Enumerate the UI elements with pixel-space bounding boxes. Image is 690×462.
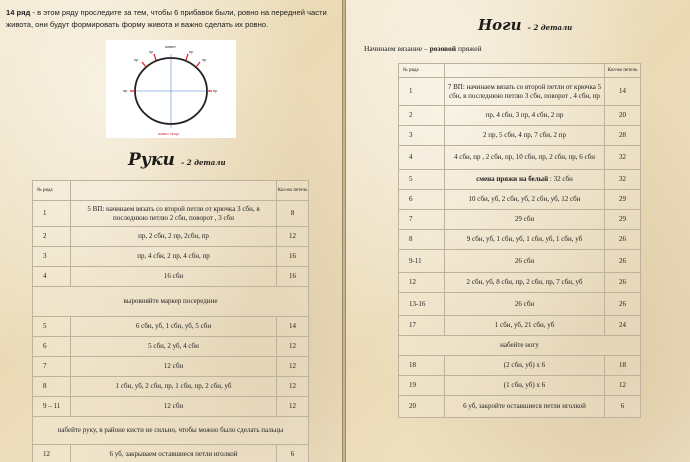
intro-paragraph: [6, 7, 336, 31]
table-row: [33, 337, 309, 357]
table-row: [399, 336, 641, 356]
diagram-label: пр: [202, 57, 207, 62]
row-stitch-count: 26: [605, 293, 641, 316]
table-row: [399, 230, 641, 250]
table-row: [399, 146, 641, 170]
intro-text: - в этом ряду проследите за тем, чтобы 6 прибавок были, ровно на передней части живота, они будут формировать форму живота и важно сделать их ровно.: [6, 8, 327, 29]
header-row-number: № ряда: [33, 181, 71, 201]
diagram-label: пр: [123, 88, 128, 93]
row-instruction: 4 сбн, пр , 2 сбн, пр, 10 сбн, пр, 2 сбн, пр, 6 сбн: [445, 146, 605, 170]
table-row: [399, 170, 641, 190]
row-number: 7: [399, 210, 445, 230]
row-instruction: 9 сбн, уб, 1 сбн, уб, 1 сбн, уб, 1 сбн, уб: [445, 230, 605, 250]
row-stitch-count: 29: [605, 190, 641, 210]
row-number: 5: [33, 317, 71, 337]
row-number: 8: [33, 377, 71, 397]
row-number: 12: [33, 445, 71, 462]
row-note: выровняйте маркер посередине: [33, 287, 309, 317]
row-number: 9-11: [399, 250, 445, 273]
table-row: [399, 273, 641, 293]
diagram-bottom-label: живот лицо: [158, 131, 180, 136]
row-number: 13-16: [399, 293, 445, 316]
arms-table: [32, 180, 309, 462]
table-row: [399, 376, 641, 396]
diagram-top-label: живот: [165, 44, 176, 49]
row-number: 8: [399, 230, 445, 250]
table-row: [399, 210, 641, 230]
table-row: [33, 317, 309, 337]
row-note: набейте руку, в районе кисти не сильно, чтобы можно было сделать пальцы: [33, 417, 309, 445]
row-number: 1: [399, 78, 445, 106]
row-number: 18: [399, 356, 445, 376]
intro-row-label: 14 ряд: [6, 8, 31, 17]
row-number: 20: [399, 396, 445, 418]
header-stitch-count: Кол-во петель: [277, 181, 309, 201]
legs-title: [478, 16, 572, 34]
table-row: [399, 106, 641, 126]
legs-subtitle: – 2 детали: [527, 23, 573, 32]
row-stitch-count: 26: [605, 250, 641, 273]
header-instruction: [71, 181, 277, 201]
row-stitch-count: 12: [277, 357, 309, 377]
row-instruction: 16 сбн: [71, 267, 277, 287]
row-note: набейте ногу: [399, 336, 641, 356]
table-row: [33, 397, 309, 417]
row-stitch-count: 6: [605, 396, 641, 418]
table-row: [33, 445, 309, 462]
row-stitch-count: 14: [277, 317, 309, 337]
row-instruction: 12 сбн: [71, 397, 277, 417]
table-row: [399, 316, 641, 336]
row-stitch-count: 6: [277, 445, 309, 462]
row-instruction: 26 сбн: [445, 250, 605, 273]
row-stitch-count: 26: [605, 273, 641, 293]
row-instruction: 2 пр, 5 сбн, 4 пр, 7 сбн, 2 пр: [445, 126, 605, 146]
table-row: [33, 247, 309, 267]
row-instruction: пр, 2 сбн, 2 пр, 2сбн, пр: [71, 227, 277, 247]
row-instruction: 6 сбн, уб, 1 сбн, уб, 5 сбн: [71, 317, 277, 337]
row-number: 6: [33, 337, 71, 357]
left-page: [0, 0, 342, 462]
row-stitch-count: 12: [277, 337, 309, 357]
start-suffix: пряжей: [456, 44, 482, 53]
row-instruction: 6 уб, закрываем оставшиеся петли иголкой: [71, 445, 277, 462]
start-yarn-color: розовой: [429, 44, 457, 53]
row-stitch-count: 12: [277, 377, 309, 397]
diagram-label: пр: [149, 49, 154, 54]
legs-table: [398, 63, 641, 418]
row-instruction: 2 сбн, уб, 8 сбн, пр, 2 сбн, пр, 7 сбн, уб: [445, 273, 605, 293]
row-instruction: 12 сбн: [71, 357, 277, 377]
row-stitch-count: 18: [605, 356, 641, 376]
row-stitch-count: 12: [277, 397, 309, 417]
table-row: [399, 293, 641, 316]
table-row: [399, 126, 641, 146]
row-number: 5: [399, 170, 445, 190]
row-stitch-count: 29: [605, 210, 641, 230]
row-stitch-count: 12: [605, 376, 641, 396]
row-instruction: 5 сбн, 2 уб, 4 сбн: [71, 337, 277, 357]
row-stitch-count: 14: [605, 78, 641, 106]
row-stitch-count: 24: [605, 316, 641, 336]
row-instruction: (2 сбн, уб) х 6: [445, 356, 605, 376]
legs-title-text: Ноги: [478, 16, 522, 34]
row-stitch-count: 20: [605, 106, 641, 126]
start-instruction: [364, 44, 482, 53]
header-instruction: [445, 64, 605, 78]
row-instruction-text: : 32 сбн: [548, 175, 573, 184]
row-stitch-count: 32: [605, 170, 641, 190]
table-row: [33, 287, 309, 317]
row-number: 4: [33, 267, 71, 287]
row-stitch-count: 16: [277, 267, 309, 287]
row-number: 7: [33, 357, 71, 377]
row-instruction: пр, 4 сбн, 3 пр, 4 сбн, 2 пр: [445, 106, 605, 126]
row-number: 2: [399, 106, 445, 126]
row-instruction: 5 ВП: начинаем вязать со второй петли от крючка 3 сбн, в последнюю петлю 2 сбн, поворот , 3 сбн: [71, 201, 277, 227]
table-row: [399, 78, 641, 106]
header-stitch-count: Кол-во петель: [605, 64, 641, 78]
row-number: 4: [399, 146, 445, 170]
row-stitch-count: 8: [277, 201, 309, 227]
table-row: [399, 396, 641, 418]
start-prefix: Начинаем вязание –: [364, 44, 430, 53]
arms-title-text: Руки: [128, 150, 175, 170]
arms-subtitle: – 2 детали: [180, 158, 226, 167]
row-instruction: 10 сбн, уб, 2 сбн, уб, 2 сбн, уб, 12 сбн: [445, 190, 605, 210]
table-row: [399, 190, 641, 210]
row-number: 17: [399, 316, 445, 336]
table-row: [33, 267, 309, 287]
row-instruction: 7 ВП: начинаем вязать со второй петли от крючка 5 сбн, в последнюю петлю 3 сбн, поворот , 4 сбн, пр: [445, 78, 605, 106]
table-row: [33, 201, 309, 227]
row-number: 6: [399, 190, 445, 210]
row-stitch-count: 26: [605, 230, 641, 250]
row-stitch-count: 12: [277, 227, 309, 247]
row-number: 9 – 11: [33, 397, 71, 417]
row-instruction: 6 уб, закройте оставшиеся петли иголкой: [445, 396, 605, 418]
row-number: 1: [33, 201, 71, 227]
row-instruction: [445, 170, 605, 190]
row-stitch-count: 32: [605, 146, 641, 170]
table-row: [33, 377, 309, 397]
right-page: [346, 0, 690, 462]
arms-title: [128, 150, 226, 170]
header-row-number: № ряда: [399, 64, 445, 78]
diagram-label: пр: [189, 49, 194, 54]
table-row: [399, 356, 641, 376]
row-number: 3: [399, 126, 445, 146]
row-instruction: 26 сбн: [445, 293, 605, 316]
increase-diagram: [106, 40, 236, 138]
row-number: 12: [399, 273, 445, 293]
row-stitch-count: 28: [605, 126, 641, 146]
diagram-label: пр: [213, 88, 218, 93]
diagram-label: пр: [134, 57, 139, 62]
row-number: 19: [399, 376, 445, 396]
row-instruction: 1 сбн, уб, 21 сбн, уб: [445, 316, 605, 336]
table-row: [33, 417, 309, 445]
row-number: 3: [33, 247, 71, 267]
row-instruction: 29 сбн: [445, 210, 605, 230]
row-instruction: (1 сбн, уб) х 6: [445, 376, 605, 396]
table-row: [399, 250, 641, 273]
row-instruction: 1 сбн, уб, 2 сбн, пр, 1 сбн, пр, 2 сбн, уб: [71, 377, 277, 397]
table-row: [33, 357, 309, 377]
row-instruction-bold: смена пряжи на белый: [476, 175, 549, 184]
row-instruction: пр, 4 сбн, 2 пр, 4 сбн, пр: [71, 247, 277, 267]
table-row: [33, 227, 309, 247]
row-stitch-count: 16: [277, 247, 309, 267]
row-number: 2: [33, 227, 71, 247]
